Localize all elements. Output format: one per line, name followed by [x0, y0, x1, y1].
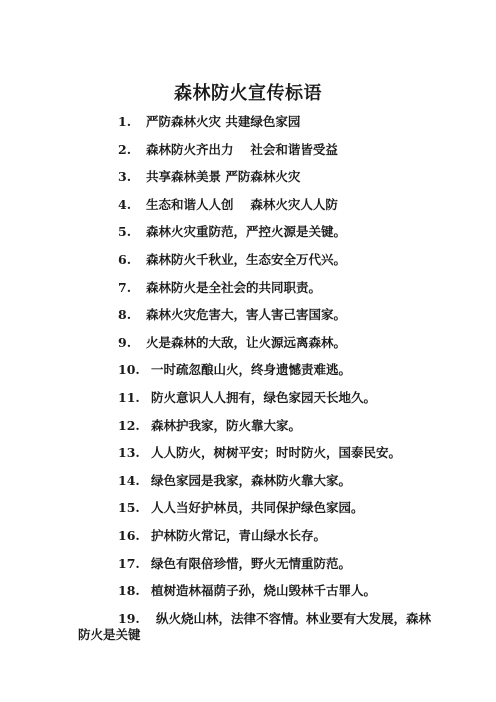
item-text: 森林防火齐出力 社会和谐皆受益 — [146, 141, 338, 157]
item-text: 火是森林的大敌，让火源远离森林。 — [146, 334, 347, 350]
slogan-list — [78, 114, 438, 645]
list-item — [78, 280, 438, 308]
item-number: 16. — [118, 527, 140, 543]
list-item — [78, 473, 438, 501]
list-item — [78, 362, 438, 390]
item-text: 森林火灾危害大，害人害己害国家。 — [146, 307, 347, 323]
item-text: 共享森林美景 严防森林火灾 — [146, 169, 301, 185]
item-text: 严防森林火灾 共建绿色家园 — [146, 114, 301, 129]
list-item — [78, 224, 438, 252]
item-number: 11. — [118, 389, 140, 405]
item-text: 森林防火千秋业，生态安全万代兴。 — [146, 251, 347, 267]
item-text: 植树造林福荫子孙，烧山毁林千古罪人。 — [151, 583, 377, 599]
item-number: 6. — [118, 251, 132, 267]
list-item — [78, 556, 438, 584]
item-number: 10. — [118, 362, 140, 378]
item-number: 3. — [118, 169, 132, 185]
item-text: 人人防火，树树平安；时时防火，国泰民安。 — [151, 445, 402, 461]
list-item — [78, 335, 438, 363]
item-number: 5. — [118, 224, 132, 240]
list-item — [78, 390, 438, 418]
list-item — [78, 307, 438, 335]
item-number: 18. — [118, 583, 140, 599]
list-item — [78, 252, 438, 280]
item-number: 2. — [118, 141, 132, 157]
item-number: 7. — [118, 279, 132, 295]
item-text: 护林防火常记，青山绿水长存。 — [151, 527, 327, 543]
list-item — [78, 114, 438, 142]
item-number: 12. — [118, 417, 140, 433]
item-number: 8. — [118, 307, 132, 323]
item-text: 绿色家园是我家，森林防火靠大家。 — [151, 472, 352, 488]
item-number: 15. — [118, 500, 140, 516]
list-item — [78, 611, 438, 645]
list-item — [78, 142, 438, 170]
item-text: 森林护我家，防火靠大家。 — [151, 417, 302, 433]
item-number: 4. — [118, 196, 132, 212]
item-text-line2: 防火是关键 — [78, 626, 141, 642]
document-title: 森林防火宣传标语 — [174, 83, 322, 104]
item-text: 森林防火是全社会的共同职责。 — [146, 279, 322, 295]
list-item — [78, 583, 438, 611]
item-number: 13. — [118, 445, 140, 461]
list-item — [78, 500, 438, 528]
list-item — [78, 418, 438, 446]
item-text: 人人当好护林员，共同保护绿色家园。 — [151, 500, 364, 516]
item-number: 19. — [118, 610, 140, 626]
item-number: 17. — [118, 555, 140, 571]
list-item — [78, 169, 438, 197]
item-number: 14. — [118, 472, 140, 488]
item-text: 生态和谐人人创 森林火灾人人防 — [146, 196, 338, 212]
item-text-line1: 纵火烧山林，法律不容情。林业要有大发展，森林 — [156, 610, 432, 626]
list-item — [78, 528, 438, 556]
item-text: 绿色有限倍珍惜，野火无情重防范。 — [151, 555, 352, 571]
list-item — [78, 197, 438, 225]
item-text: 森林火灾重防范，严控火源是关键。 — [146, 224, 347, 240]
item-number: 9. — [118, 334, 132, 350]
item-number: 1. — [118, 114, 132, 129]
item-text: 一时疏忽酿山火，终身遗憾责难逃。 — [151, 362, 352, 378]
item-text: 防火意识人人拥有，绿色家园天长地久。 — [151, 389, 377, 405]
list-item — [78, 445, 438, 473]
